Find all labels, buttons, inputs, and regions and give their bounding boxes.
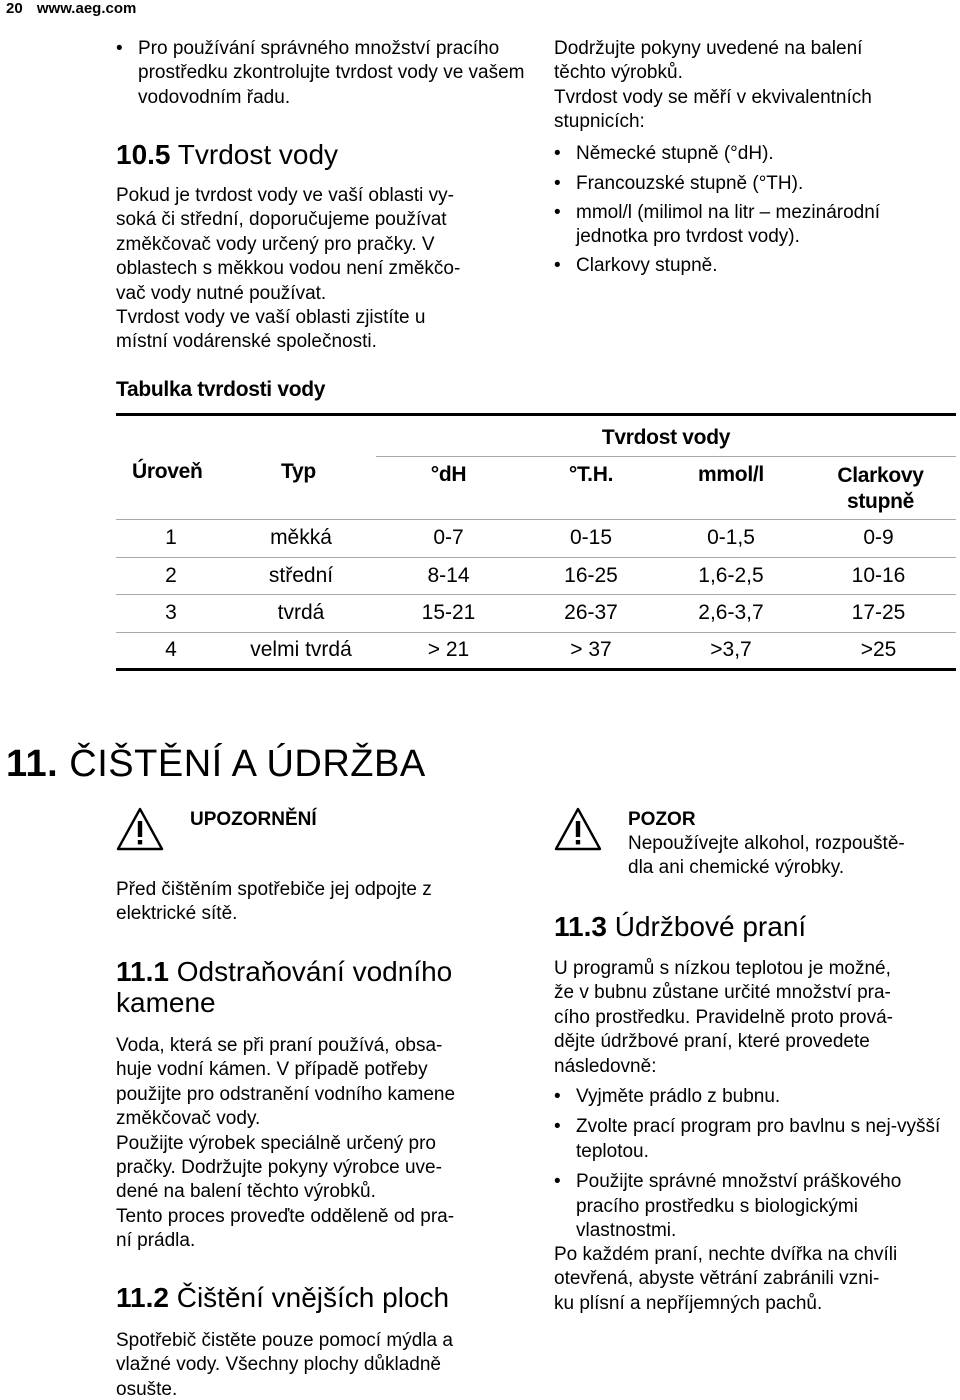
text-line: použijte pro odstranění vodního kamene bbox=[116, 1083, 456, 1105]
text-line: následovně: bbox=[554, 1055, 657, 1077]
section-10-5-heading bbox=[116, 139, 338, 171]
table-header-row bbox=[116, 415, 956, 457]
cell-clark: >25 bbox=[860, 638, 897, 662]
warning-box-left bbox=[116, 806, 317, 852]
caution-content bbox=[628, 808, 905, 881]
scale-bullet: • mmol/l (milimol na litr – mezinárodní jednotka pro tvrdost vody). bbox=[554, 201, 954, 250]
cell-level: 1 bbox=[165, 526, 177, 550]
text-line: otevřená, abyste větrání zabránili vzni- bbox=[554, 1268, 880, 1290]
cell-mmol: 0-1,5 bbox=[707, 526, 755, 550]
maintenance-bullet: • Vyjměte prádlo z bubnu. bbox=[554, 1085, 954, 1109]
chapter-number: 11. bbox=[6, 743, 59, 785]
warning-title: UPOZORNĚNÍ bbox=[190, 809, 317, 830]
header-url: www.aeg.com bbox=[36, 0, 137, 17]
caution-triangle-icon bbox=[554, 806, 602, 852]
table-row bbox=[116, 557, 956, 595]
warning-text-left bbox=[116, 878, 536, 927]
section-title: Čištění vnějších ploch bbox=[176, 1282, 450, 1313]
text-line: Použijte výrobek speciálně určený pro bbox=[116, 1132, 437, 1154]
scale-bullet: • Německé stupně (°dH). bbox=[554, 142, 954, 166]
section-title: Odstraňování vodního bbox=[176, 956, 453, 987]
maintenance-bullet-list bbox=[554, 1085, 954, 1249]
cell-th: > 37 bbox=[570, 638, 612, 662]
section-title-cont: kamene bbox=[116, 987, 216, 1018]
section-11-1-heading bbox=[116, 956, 452, 1018]
maintenance-bullet: • Použijte správné množství práškového pracího prostředku s biologickými vlastnostmi. bbox=[554, 1170, 954, 1243]
intro-bullet: • Pro používání správného množství pracího prostředku zkontrolujte tvrdost vody ve vašem vodovodním řadu. bbox=[116, 37, 536, 110]
col-header-type: Typ bbox=[281, 459, 316, 483]
col-header-level: Úroveň bbox=[132, 459, 203, 483]
section-11-1-text bbox=[116, 1034, 536, 1254]
cell-clark: 10-16 bbox=[851, 563, 906, 587]
text-line: Pokud je tvrdost vody ve vaší oblasti vy- bbox=[116, 185, 454, 206]
text-line: soká či střední, doporučujeme používat bbox=[116, 209, 447, 231]
section-11-3-text bbox=[554, 957, 954, 1079]
page-header bbox=[6, 0, 136, 18]
cell-clark: 0-9 bbox=[863, 526, 894, 550]
text-line: U programů s nízkou teplotou je možné, bbox=[554, 958, 891, 979]
cell-th: 26-37 bbox=[564, 601, 618, 625]
chapter-title: ČIŠTĚNÍ A ÚDRŽBA bbox=[69, 743, 426, 785]
cell-dh: > 21 bbox=[427, 638, 470, 662]
text-line: že v bubnu zůstane určité množství pra- bbox=[554, 982, 891, 1004]
text-line: Před čištěním spotřebiče jej odpojte z bbox=[116, 879, 432, 900]
text-line: cího prostředku. Pravidelně proto prová- bbox=[554, 1006, 894, 1028]
text-line: ku plísní a nepříjemných pachů. bbox=[554, 1292, 823, 1314]
text-line: ní prádla. bbox=[116, 1230, 196, 1252]
col-header-dh: °dH bbox=[430, 463, 467, 486]
text-line: dějte údržbové praní, které provedete bbox=[554, 1031, 870, 1053]
text-line: Tvrdost vody ve vaší oblasti zjistíte u bbox=[116, 307, 426, 329]
cell-clark: 17-25 bbox=[851, 601, 906, 625]
table-title: Tabulka tvrdosti vody bbox=[116, 378, 326, 401]
section-11-2-text bbox=[116, 1329, 536, 1400]
scale-bullet: • Clarkovy stupně. bbox=[554, 254, 954, 278]
cell-dh: 0-7 bbox=[433, 526, 464, 550]
text-line: stupnicích: bbox=[554, 111, 645, 133]
cell-type: střední bbox=[268, 563, 334, 587]
text-line: vač vody nutné používat. bbox=[116, 282, 327, 304]
text-line: Tento proces proveďte odděleně od pra- bbox=[116, 1205, 455, 1227]
cell-mmol: 2,6-3,7 bbox=[698, 601, 764, 625]
warning-triangle-icon bbox=[116, 806, 164, 852]
maintenance-bullet: • Zvolte prací program pro bavlnu s nej-vyšší teplotou. bbox=[554, 1115, 954, 1164]
cell-level: 3 bbox=[165, 601, 177, 625]
text-line: Dodržujte pokyny uvedené na balení bbox=[554, 38, 863, 59]
table-row bbox=[116, 520, 956, 558]
section-11-heading bbox=[6, 742, 426, 786]
col-header-mmol: mmol/l bbox=[698, 463, 764, 486]
text-line: dené na balení těchto výrobků. bbox=[116, 1181, 376, 1203]
cell-dh: 8-14 bbox=[427, 563, 470, 587]
text-line: dla ani chemické výrobky. bbox=[628, 857, 845, 879]
section-11-3-closing-text bbox=[554, 1243, 954, 1316]
water-hardness-table bbox=[116, 413, 956, 671]
text-line: osušte. bbox=[116, 1378, 178, 1400]
text-line: Nepoužívejte alkohol, rozpouště- bbox=[628, 833, 905, 854]
scales-intro-text bbox=[554, 37, 954, 135]
section-number: 10.5 bbox=[116, 139, 171, 170]
section-number: 11.2 bbox=[116, 1282, 169, 1313]
cell-mmol: 1,6-2,5 bbox=[698, 563, 764, 587]
section-number: 11.1 bbox=[116, 956, 169, 987]
col-group-header: Tvrdost vody bbox=[376, 415, 956, 457]
cell-level: 2 bbox=[165, 563, 177, 587]
cell-type: tvrdá bbox=[277, 601, 325, 625]
cell-th: 16-25 bbox=[564, 563, 618, 587]
cell-dh: 15-21 bbox=[421, 601, 476, 625]
text-line: změkčovač vody. bbox=[116, 1108, 261, 1130]
text-line: Voda, která se při praní používá, obsa- bbox=[116, 1035, 443, 1056]
section-10-5-text bbox=[116, 184, 536, 355]
section-11-3-heading bbox=[554, 911, 806, 943]
cell-level: 4 bbox=[165, 638, 177, 662]
text-line: Po každém praní, nechte dvířka na chvíli bbox=[554, 1244, 898, 1265]
text-line: změkčovač vody určený pro pračky. V bbox=[116, 233, 435, 255]
text-line: pračky. Dodržujte pokyny výrobce uve- bbox=[116, 1157, 442, 1179]
section-title: Údržbové praní bbox=[614, 911, 807, 942]
scales-bullet-list bbox=[554, 142, 954, 284]
text-line: elektrické sítě. bbox=[116, 903, 238, 925]
col-header-clark: Clarkovy stupně bbox=[837, 464, 924, 513]
scale-bullet: • Francouzské stupně (°TH). bbox=[554, 172, 954, 196]
section-11-2-heading bbox=[116, 1282, 449, 1314]
caution-title: POZOR bbox=[628, 809, 696, 830]
cell-type: měkká bbox=[270, 526, 332, 550]
col-header-th: °T.H. bbox=[568, 463, 614, 486]
cell-mmol: >3,7 bbox=[710, 638, 752, 662]
text-line: oblastech s měkkou vodou není změkčo- bbox=[116, 258, 461, 280]
text-line: vlažné vody. Všechny plochy důkladně bbox=[116, 1354, 441, 1376]
intro-bullet-list bbox=[116, 37, 536, 116]
text-line: Spotřebič čistěte pouze pomocí mýdla a bbox=[116, 1330, 453, 1351]
text-line: huje vodní kámen. V případě potřeby bbox=[116, 1059, 428, 1081]
section-number: 11.3 bbox=[554, 911, 607, 942]
table-row bbox=[116, 632, 956, 670]
text-line: těchto výrobků. bbox=[554, 62, 683, 84]
cell-th: 0-15 bbox=[569, 526, 613, 550]
text-line: místní vodárenské společnosti. bbox=[116, 331, 377, 353]
warning-box-right bbox=[554, 806, 905, 881]
cell-type: velmi tvrdá bbox=[250, 638, 352, 662]
table-row bbox=[116, 595, 956, 633]
section-title: Tvrdost vody bbox=[177, 139, 339, 170]
text-line: Tvrdost vody se měří v ekvivalentních bbox=[554, 86, 872, 108]
page-number: 20 bbox=[6, 0, 23, 17]
